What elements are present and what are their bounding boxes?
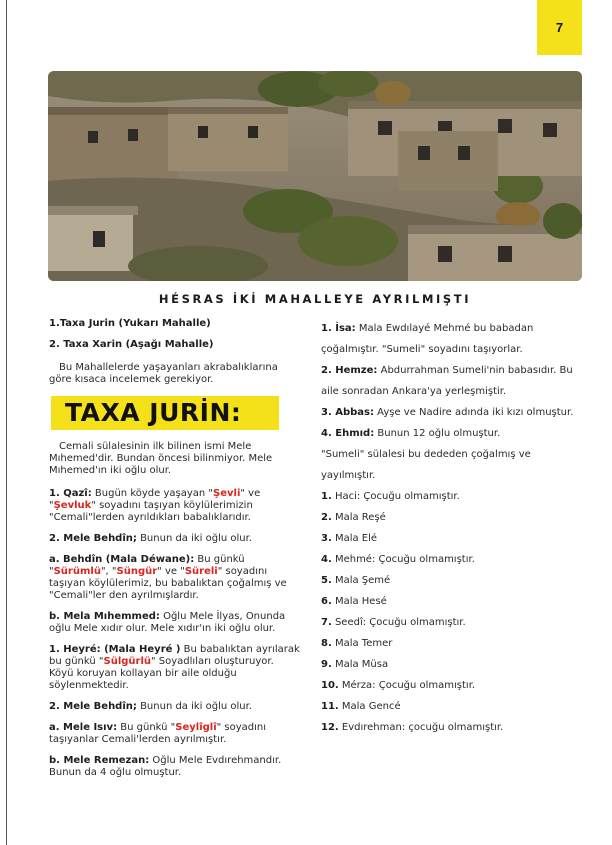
list-item: 2. Mala Reşé: [321, 512, 386, 523]
list-item: 5. Mala Şemé: [321, 575, 391, 586]
list-item: 3. Mala Elé: [321, 533, 378, 544]
mele-behdin-2-paragraph: 2. Mele Behdîn; Bunun da iki oğlu olur.: [49, 701, 253, 712]
cemali-paragraph: Cemali sülalesinin ilk bilinen ismi Mele Mıhemed'dir. Bundan öncesi bilinmiyor. Mele Mıhemed'ın iki oğlu olur.: [49, 441, 273, 476]
section-heading: HÉSRAS İKİ MAHALLEYE AYRILMIŞTI: [158, 292, 472, 306]
mele-behdin-paragraph: 2. Mele Behdîn; Bunun da iki oğlu olur.: [49, 533, 253, 544]
taxa-jurin-title: TAXA JURİN:: [65, 398, 242, 427]
list-item: 6. Mala Hesé: [321, 596, 387, 607]
page-edge-line: [6, 0, 7, 845]
list-item: 11. Mala Gencé: [321, 701, 401, 712]
mela-mihemmed-paragraph: b. Mela Mıhemmed: Oğlu Mele İlyas, Onunda oğlu Mele xıdır olur. Mele xıdır'ın iki oğlu olur.: [49, 611, 286, 634]
page-number-tab: [537, 0, 582, 55]
mele-remezan-paragraph: b. Mele Remezan: Oğlu Mele Evdırehmandır. Bunun da 4 oğlu olmuştur.: [49, 755, 282, 778]
abbas-paragraph: 3. Abbas: Ayşe ve Nadire adında iki kızı olmuştur.: [321, 407, 574, 418]
qazi-paragraph: 1. Qazî: Bugün köyde yaşayan "Şevli" ve "Şevluk" soyadını taşıyan köylülerimizin "Cemali"lerden ayrıldıkları babalıklarıdır.: [49, 488, 261, 523]
hemze-paragraph: 2. Hemze: Abdurrahman Sumeli'nin babasıdır. Bu aile sonradan Ankara'ya yerleşmiştir.: [321, 365, 573, 397]
mahalle-item-1: 1.Taxa Jurin (Yukarı Mahalle): [49, 318, 211, 329]
page-number: 7: [555, 20, 564, 35]
right-column: [321, 318, 579, 738]
village-photo: [48, 71, 582, 281]
list-item: 7. Seedî: Çocuğu olmamıştır.: [321, 617, 466, 628]
taxa-jurin-banner: [51, 396, 279, 430]
list-item: 9. Mala Müsa: [321, 659, 389, 670]
list-item: 8. Mala Temer: [321, 638, 393, 649]
heyre-paragraph: 1. Heyré: (Mala Heyré ) Bu babalıktan ayrılarak bu günkü "Sülgürlü" Soyadlıları oluşturuyor. Köyü koruyan kollayan bir aile olduğu söylenmektedir.: [49, 644, 300, 691]
list-item: 10. Mérza: Çocuğu olmamıştır.: [321, 680, 476, 691]
list-item: 12. Evdırehman: çocuğu olmamıştır.: [321, 722, 504, 733]
intro-paragraph: Bu Mahallelerde yaşayanları akrabalıklarına göre kısaca incelemek gerekiyor.: [49, 362, 278, 385]
left-column: [49, 318, 301, 779]
mele-isiv-paragraph: a. Mele Isıv: Bu günkü "Seylîglî" soyadını taşıyanlar Cemali'lerden ayrılmıştır.: [49, 722, 267, 745]
mahalle-item-2: 2. Taxa Xarin (Aşağı Mahalle): [49, 339, 214, 350]
isa-paragraph: 1. İsa: Mala Ewdılayé Mehmé bu babadan çoğalmıştır. "Sumeli" soyadını taşıyorlar.: [321, 323, 534, 355]
list-item: 4. Mehmé: Çocuğu olmamıştır.: [321, 554, 475, 565]
village-photo-illustration: [48, 71, 582, 281]
sumeli-paragraph: "Sumeli" sülalesi bu dededen çoğalmış ve yayılmıştır.: [321, 449, 531, 481]
behdin-dewane-paragraph: a. Behdîn (Mala Déwane): Bu günkü "Sürümlü", "Süngür" ve "Süreli" soyadını taşıyan köylülerimiz, bu babalıktan çoğalmış ve "Cemali"ler den ayrılmışlardır.: [49, 554, 287, 601]
ehmid-paragraph: 4. Ehmıd: Bunun 12 oğlu olmuştur.: [321, 428, 501, 439]
list-item: 1. Haci: Çocuğu olmamıştır.: [321, 491, 460, 502]
